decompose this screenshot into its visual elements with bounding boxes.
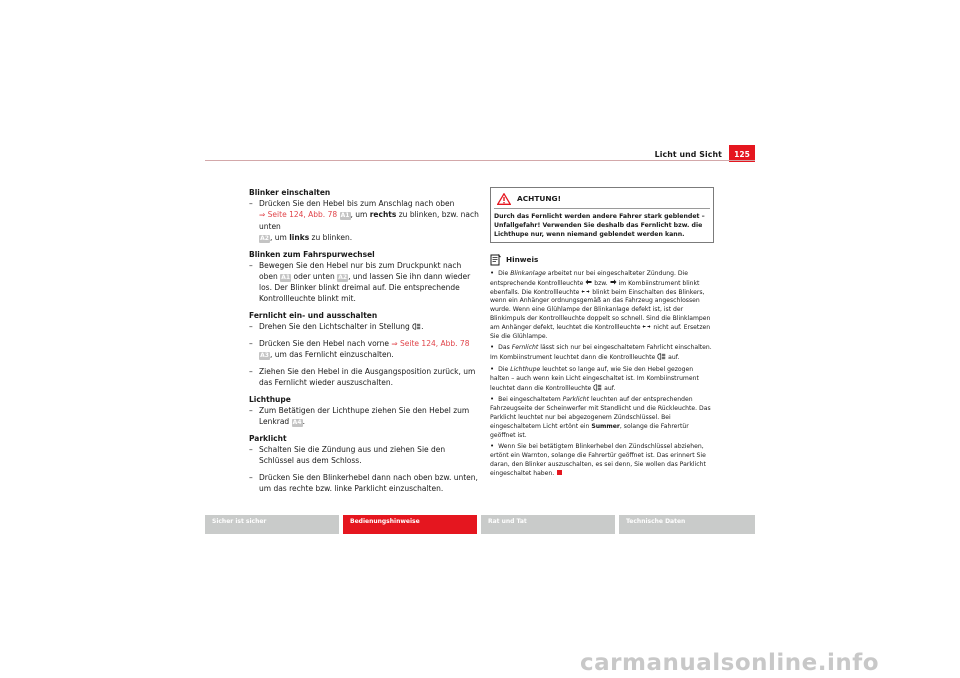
footer-tab-sicher[interactable]: Sicher ist sicher — [205, 515, 339, 534]
list-item — [249, 338, 481, 360]
note-emphasis: Parklicht — [562, 396, 590, 404]
note-item — [490, 395, 714, 440]
list-item — [249, 405, 481, 427]
note-text: im Kombiinstrument blinkt ebenfalls. Die Kontrollleuchte — [490, 279, 700, 296]
position-badge: A1 — [340, 212, 350, 220]
list-dash: – — [249, 405, 253, 415]
note-text: auf. — [602, 384, 616, 392]
list-item — [249, 366, 481, 388]
note-text: Die — [498, 365, 511, 373]
item-text: Bewegen Sie den Hebel nur bis zum Druckpunkt nach oben — [259, 260, 462, 281]
bullet: • — [490, 364, 495, 373]
watermark: carmanualsonline.info — [580, 650, 880, 676]
list-dash: – — [249, 338, 253, 348]
list-dash: – — [249, 472, 253, 482]
item-bold: rechts — [369, 210, 397, 220]
note-text: Das — [498, 344, 512, 352]
header-rule — [205, 160, 755, 161]
note-emphasis: Blinkanlage — [510, 270, 546, 277]
item-text: Zum Betätigen der Lichthupe ziehen Sie den Hebel zum Lenkrad — [259, 405, 470, 427]
item-text: Drücken Sie den Hebel bis zum Anschlag nach oben — [259, 199, 455, 209]
item-text: zu blinken, bzw. nach unten — [259, 210, 479, 231]
note-item — [490, 269, 714, 341]
item-bold: links — [289, 232, 310, 242]
bullet: • — [490, 395, 495, 404]
item-text: , um — [270, 232, 290, 242]
heading-blinker: Blinker einschalten — [249, 188, 331, 197]
high-beam-icon — [412, 322, 424, 332]
note-text: nicht auf. Ersetzen Sie die Glühlampe. — [490, 323, 711, 340]
heading-fahrspurwechsel: Blinken zum Fahrspurwechsel — [249, 249, 375, 259]
list-item — [249, 198, 481, 243]
warning-title: ACHTUNG! — [517, 193, 561, 203]
item-text: . — [302, 417, 305, 427]
page-link[interactable]: ⇒ Seite 124, Abb. 78 — [259, 210, 338, 220]
note-header — [490, 253, 714, 267]
footer-tab-bedienung[interactable]: Bedienungshinweise — [343, 515, 477, 534]
note-item — [490, 365, 714, 393]
note-text: Die — [498, 270, 511, 277]
note-bold: Summer — [591, 422, 620, 430]
right-column — [490, 187, 714, 479]
high-beam-icon — [593, 384, 602, 391]
list-dash: – — [249, 366, 253, 376]
note-item — [490, 343, 714, 363]
warning-body: Durch das Fernlicht werden andere Fahrer stark geblendet – Unfallgefahr! Verwenden Sie deshalb das Fernlicht bzw. die Lichthupe nur, wenn niemand geblendet werden kann. — [494, 208, 710, 242]
left-column — [249, 187, 481, 494]
position-badge: A2 — [260, 234, 269, 242]
note-text: lässt sich nur bei eingeschaltetem Fahrlicht einschalten. Im Kombiinstrument leuchtet dann die Kontrollleuchte — [490, 344, 712, 362]
item-text: zu blinken. — [309, 232, 353, 242]
note-icon — [490, 254, 501, 266]
page-link[interactable]: ⇒ Seite 124, Abb. 78 — [391, 338, 470, 348]
footer-tab-rat[interactable]: Rat und Tat — [481, 515, 615, 534]
footer-tab-technik[interactable]: Technische Daten — [619, 515, 755, 534]
note-text: leuchten auf der entsprechenden Fahrzeugseite der Scheinwerfer mit Standlicht und die Rückleuchte. Das Parklicht leuchtet nur bei abgezogenem Zündschlüssel. Bei eingeschaltetem Licht ertönt ein — [490, 396, 711, 430]
list-dash: – — [249, 199, 253, 209]
note-text: arbeitet nur bei eingeschalteter Zündung. Die entsprechende Kontrollleuchte — [490, 270, 689, 287]
heading-lichthupe: Lichthupe — [249, 394, 291, 404]
position-badge: A4 — [292, 419, 302, 427]
item-text: oder unten — [291, 271, 338, 281]
note-title: Hinweis — [506, 254, 539, 264]
position-badge: A2 — [338, 273, 348, 281]
bullet: • — [490, 269, 495, 277]
note-text: bzw. — [592, 279, 610, 287]
note-text: Bei eingeschaltetem — [498, 396, 563, 404]
heading-fernlicht: Fernlicht ein- und ausschalten — [249, 311, 378, 321]
page-number: 125 — [729, 145, 755, 162]
section-title: Licht und Sicht — [654, 150, 722, 159]
item-text: Schalten Sie die Zündung aus und ziehen Sie den Schlüssel aus dem Schloss. — [259, 445, 446, 466]
note-text: , solange die Fahrertür geöffnet ist. — [490, 422, 689, 439]
list-item — [249, 444, 481, 466]
note-text: Wenn Sie bei betätigtem Blinkerhebel den Zündschlüssel abziehen, ertönt ein Warnton, solange die Fahrertür geöffnet ist. Das erinnert Sie daran, den Blinker auszuschalten, es sei denn, Sie wollen das Parklicht eingeschaltet haben. — [490, 443, 706, 477]
list-item — [249, 260, 481, 305]
list-dash: – — [249, 445, 253, 455]
note-emphasis: Fernlicht — [511, 344, 539, 352]
high-beam-icon — [657, 353, 666, 360]
item-text: . — [421, 322, 424, 332]
note-text: auf. — [666, 354, 680, 362]
item-text: Drücken Sie den Hebel nach vorne — [259, 338, 392, 348]
end-of-section-marker — [557, 470, 562, 475]
warning-header — [491, 188, 713, 208]
warning-box — [490, 187, 714, 243]
item-text: , um — [350, 210, 370, 220]
note-item — [490, 442, 714, 478]
position-badge: A3 — [260, 352, 269, 360]
list-item — [249, 472, 481, 494]
note-text: blinkt beim Einschalten des Blinkers, wenn ein Anhänger ordnungsgemäß an das Fahrzeug angeschlossen wurde. Wenn eine Glühlampe der Blinkanlage defekt ist, ist der Blinkimpuls der Kontrollleuchte doppelt so schnell. Sind die Blinklampen am Anhänger defekt, leuchtet die Kontrollleuchte — [490, 288, 711, 331]
list-item — [249, 321, 481, 332]
list-dash: – — [249, 322, 253, 332]
list-dash: – — [249, 260, 253, 270]
position-badge: A1 — [281, 273, 291, 281]
item-text: , um das Fernlicht einzuschalten. — [270, 350, 394, 360]
item-text: Drücken Sie den Blinkerhebel dann nach oben bzw. unten, um das rechte bzw. linke Parklicht einzuschalten. — [259, 472, 478, 494]
note-emphasis: Lichthupe — [510, 365, 541, 373]
bullet: • — [490, 343, 495, 352]
turn-signal-right-icon — [610, 279, 617, 285]
warning-triangle-icon — [497, 193, 511, 205]
bullet: • — [490, 442, 495, 451]
heading-parklicht: Parklicht — [249, 433, 287, 443]
item-text: , und lassen Sie ihn dann wieder los. Der Blinker blinkt dreimal auf. Die entsprechende Kontrollleuchte blinkt mit. — [259, 271, 471, 304]
item-text: Drehen Sie den Lichtschalter in Stellung — [259, 322, 413, 332]
item-text: Ziehen Sie den Hebel in die Ausgangsposition zurück, um das Fernlicht wieder auszuschalten. — [259, 366, 476, 388]
note-text: leuchtet so lange auf, wie Sie den Hebel gezogen halten – auch wenn kein Licht eingeschaltet ist. Im Kombiinstrument leuchtet dann die Kontrollleuchte — [490, 365, 699, 392]
